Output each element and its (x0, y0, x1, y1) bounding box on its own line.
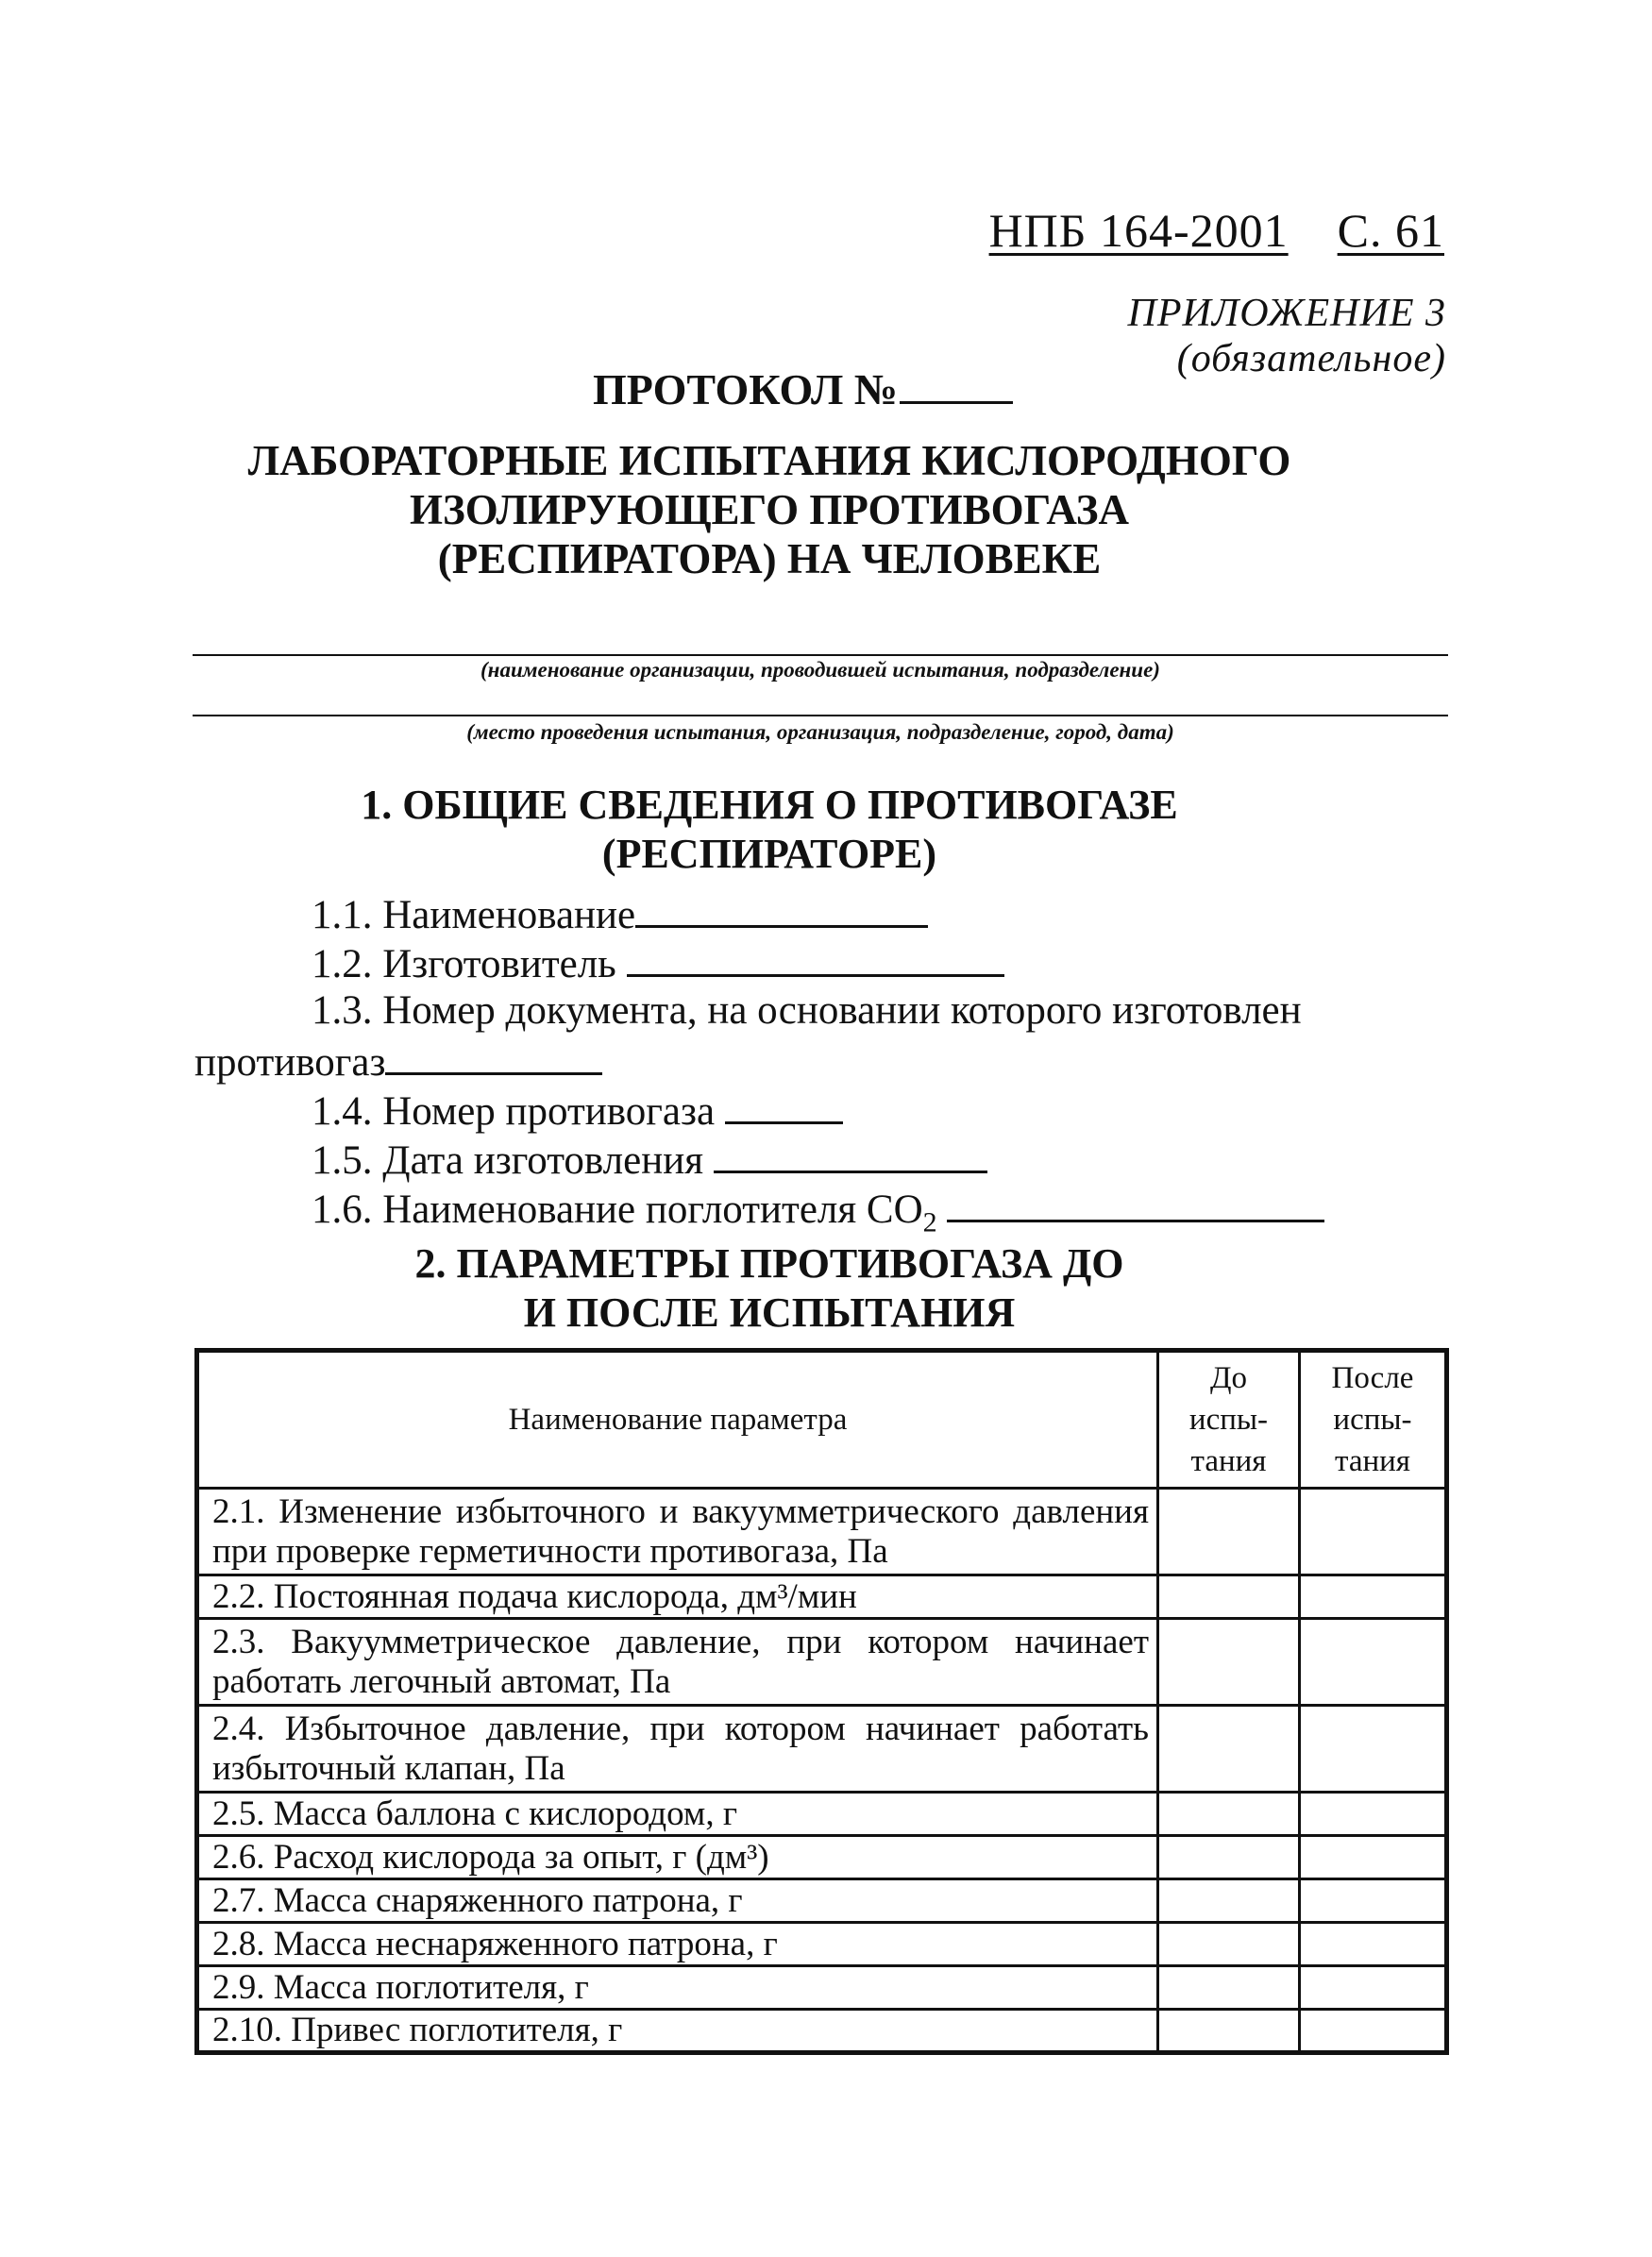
table-row (197, 1923, 1447, 1966)
parameter-name: 2.4. Избыточное давление, при котором начинает работать избыточный клапан, Па (197, 1706, 1158, 1793)
protocol-number-field[interactable] (900, 363, 1013, 404)
table-row (197, 1575, 1447, 1619)
before-value-cell[interactable] (1158, 1619, 1300, 1706)
item-label: противогаз (194, 1040, 386, 1085)
protocol-label: ПРОТОКОЛ № (593, 365, 898, 413)
gas-mask-number-field[interactable] (725, 1086, 843, 1124)
item-1-4 (312, 1086, 843, 1136)
document-number-field[interactable] (385, 1036, 602, 1075)
parameter-name: 2.3. Вакуумметрическое давление, при котором начинает работать легочный автомат, Па (197, 1619, 1158, 1706)
before-value-cell[interactable] (1158, 1966, 1300, 2010)
before-value-cell[interactable] (1158, 1489, 1300, 1575)
after-value-cell[interactable] (1300, 1793, 1447, 1836)
table-row (197, 2010, 1447, 2053)
absorbent-name-field[interactable] (947, 1184, 1324, 1222)
parameter-name: 2.9. Масса поглотителя, г (197, 1966, 1158, 2010)
after-value-cell[interactable] (1300, 1836, 1447, 1879)
parameter-name: 2.5. Масса баллона с кислородом, г (197, 1793, 1158, 1836)
after-value-cell[interactable] (1300, 1575, 1447, 1619)
after-value-cell[interactable] (1300, 2010, 1447, 2053)
title-line: ЛАБОРАТОРНЫЕ ИСПЫТАНИЯ КИСЛОРОДНОГО (247, 437, 1291, 484)
appendix-type: (обязательное) (1176, 337, 1446, 380)
table-row (197, 1836, 1447, 1879)
place-caption: (место проведения испытания, организация, подразделение, город, дата) (466, 720, 1174, 744)
before-value-cell[interactable] (1158, 1879, 1300, 1923)
parameter-name: 2.2. Постоянная подача кислорода, дм³/мин (197, 1575, 1158, 1619)
appendix-label (1128, 291, 1446, 381)
standard-number: НПБ 164-2001 (988, 204, 1289, 257)
heading-line: 2. ПАРАМЕТРЫ ПРОТИВОГАЗА ДО (414, 1240, 1124, 1287)
table-row (197, 1879, 1447, 1923)
table-row (197, 1619, 1447, 1706)
table-row (197, 1489, 1447, 1575)
item-label: 1.2. Изготовитель (312, 942, 616, 986)
appendix-number: ПРИЛОЖЕНИЕ 3 (1127, 292, 1446, 335)
protocol-title (593, 363, 1013, 414)
title-line: (РЕСПИРАТОРА) НА ЧЕЛОВЕКЕ (437, 535, 1102, 582)
before-value-cell[interactable] (1158, 1575, 1300, 1619)
name-field[interactable] (635, 889, 928, 928)
table-row (197, 1706, 1447, 1793)
after-value-cell[interactable] (1300, 1923, 1447, 1966)
page-header (989, 203, 1444, 258)
before-value-cell[interactable] (1158, 1706, 1300, 1793)
after-value-cell[interactable] (1300, 1879, 1447, 1923)
column-header-before (1158, 1351, 1300, 1489)
item-1-2 (312, 938, 1004, 988)
manufacture-date-field[interactable] (714, 1135, 987, 1173)
item-1-3 (312, 987, 1302, 1035)
parameter-name: 2.1. Изменение избыточного и вакуумметрического давления при проверке герметичности противогаза, Па (197, 1489, 1158, 1575)
item-label: 1.5. Дата изготовления (312, 1138, 704, 1183)
manufacturer-field[interactable] (627, 938, 1004, 977)
table-row (197, 1966, 1447, 2010)
heading-line: И ПОСЛЕ ИСПЫТАНИЯ (523, 1289, 1016, 1336)
parameters-table (194, 1348, 1449, 2055)
item-1-3-continued (194, 1036, 602, 1086)
column-header-name: Наименование параметра (197, 1351, 1158, 1489)
item-label: 1.6. Наименование поглотителя CO (312, 1187, 923, 1232)
after-value-cell[interactable] (1300, 1966, 1447, 2010)
document-title (189, 436, 1350, 583)
before-value-cell[interactable] (1158, 1923, 1300, 1966)
heading-line: 1. ОБЩИЕ СВЕДЕНИЯ О ПРОТИВОГАЗЕ (361, 782, 1178, 828)
section-2-heading (189, 1239, 1350, 1338)
before-value-cell[interactable] (1158, 2010, 1300, 2053)
parameter-name: 2.10. Привес поглотителя, г (197, 2010, 1158, 2053)
header-line: После (1331, 1361, 1414, 1395)
subscript-2: 2 (922, 1206, 937, 1238)
before-value-cell[interactable] (1158, 1836, 1300, 1879)
item-1-6 (312, 1184, 1324, 1247)
item-label: 1.3. Номер документа, на основании которого изготовлен (312, 988, 1302, 1033)
parameter-name: 2.6. Расход кислорода за опыт, г (дм³) (197, 1836, 1158, 1879)
item-label: 1.4. Номер противогаза (312, 1089, 716, 1134)
header-line: тания (1335, 1444, 1410, 1478)
header-line: испы- (1188, 1403, 1269, 1437)
organization-caption: (наименование организации, проводившей испытания, подразделение) (480, 658, 1160, 682)
after-value-cell[interactable] (1300, 1619, 1447, 1706)
item-1-1 (312, 889, 928, 939)
column-header-after (1300, 1351, 1447, 1489)
before-value-cell[interactable] (1158, 1793, 1300, 1836)
header-line: испы- (1333, 1403, 1412, 1437)
table-row (197, 1793, 1447, 1836)
after-value-cell[interactable] (1300, 1706, 1447, 1793)
after-value-cell[interactable] (1300, 1489, 1447, 1575)
organization-fill-line[interactable] (193, 654, 1448, 656)
title-line: ИЗОЛИРУЮЩЕГО ПРОТИВОГАЗА (410, 486, 1129, 533)
heading-line: (РЕСПИРАТОРЕ) (601, 831, 937, 877)
parameter-name: 2.7. Масса снаряженного патрона, г (197, 1879, 1158, 1923)
header-line: До (1209, 1361, 1247, 1395)
parameter-name: 2.8. Масса неснаряженного патрона, г (197, 1923, 1158, 1966)
item-label: 1.1. Наименование (312, 893, 636, 937)
header-line: тания (1190, 1444, 1267, 1478)
page-number: С. 61 (1337, 204, 1444, 257)
table-header-row (197, 1351, 1447, 1489)
item-1-5 (312, 1135, 987, 1185)
section-1-heading (189, 781, 1350, 879)
place-fill-line[interactable] (193, 715, 1448, 716)
